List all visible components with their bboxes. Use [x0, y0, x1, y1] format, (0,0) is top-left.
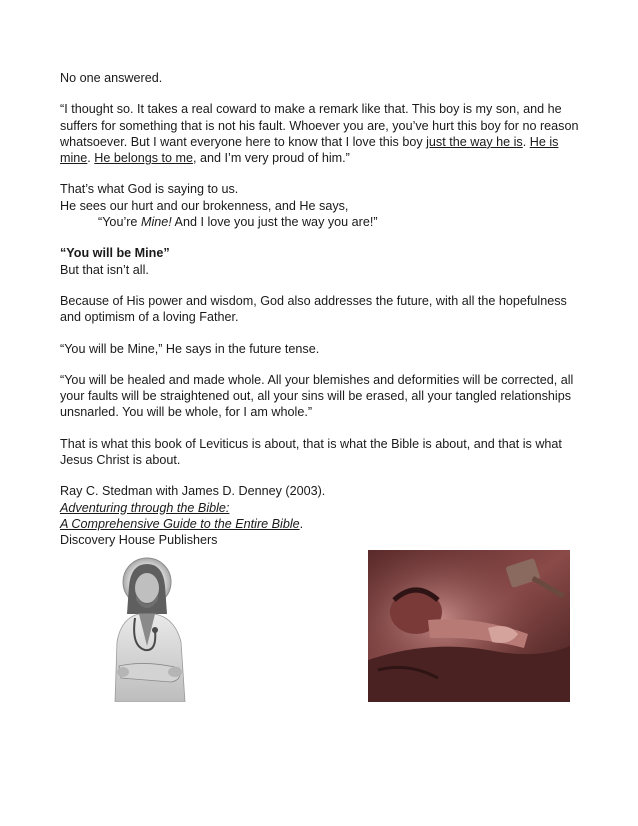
- emphasis-mine: Mine!: [140, 215, 172, 230]
- paragraph-healed: “You will be healed and made whole. All your blemishes and deformities will be corrected, all your faults will be straightened out, all your sins will be erased, all your tangled relationships unsnarled. You will be whole, for I am whole.”: [60, 372, 574, 420]
- paragraph-god-saying: [60, 181, 580, 230]
- underlined-he-is-mine: He is mine: [60, 134, 559, 166]
- paragraph-not-all: But that isn’t all.: [60, 262, 149, 277]
- citation-title-1: Adventuring through the Bible:: [60, 500, 230, 515]
- section-heading: “You will be Mine”: [60, 246, 170, 261]
- jesus-doctor-image: [105, 556, 205, 702]
- quote-text: “I thought so. It takes a real coward to make a remark like that. This boy is my son, and he suffers for something that is not his fault. Whoever you are, you’ve hurt this boy for no reason whatsoever. But I want everyone here to know that I love this boy: [60, 102, 579, 149]
- quote-a: “You’re: [98, 215, 141, 230]
- body-text: [60, 70, 580, 564]
- underlined-belongs-to-me: He belongs to me: [94, 151, 194, 166]
- citation-publisher: Discovery House Publishers: [60, 533, 218, 548]
- quote-b: And I love you just the way you are!”: [171, 215, 378, 230]
- paragraph-future-tense: “You will be Mine,” He says in the future tense.: [60, 341, 320, 356]
- citation-period: .: [299, 516, 304, 531]
- paragraph-future: Because of His power and wisdom, God also addresses the future, with all the hopefulness and optimism of a loving Father.: [60, 293, 567, 325]
- line-sees-hurt: He sees our hurt and our brokenness, and He says,: [60, 198, 349, 213]
- quote-end: , and I’m very proud of him.”: [193, 151, 350, 166]
- separator: .: [87, 151, 95, 166]
- paragraph-no-one-answered: No one answered.: [60, 71, 163, 85]
- underlined-just-the-way: just the way he is: [426, 134, 523, 149]
- citation-title-2: A Comprehensive Guide to the Entire Bible: [60, 516, 300, 531]
- line-youre-mine: [60, 215, 378, 229]
- citation: [60, 483, 580, 548]
- citation-authors: Ray C. Stedman with James D. Denney (2003).: [60, 484, 326, 499]
- crucifixion-image: [368, 550, 570, 702]
- paragraph-coward-quote: [60, 101, 580, 166]
- paragraph-leviticus: That is what this book of Leviticus is about, that is what the Bible is about, and that is what Jesus Christ is about.: [60, 436, 562, 468]
- separator: .: [522, 134, 530, 149]
- line-god-saying: That’s what God is saying to us.: [60, 182, 239, 197]
